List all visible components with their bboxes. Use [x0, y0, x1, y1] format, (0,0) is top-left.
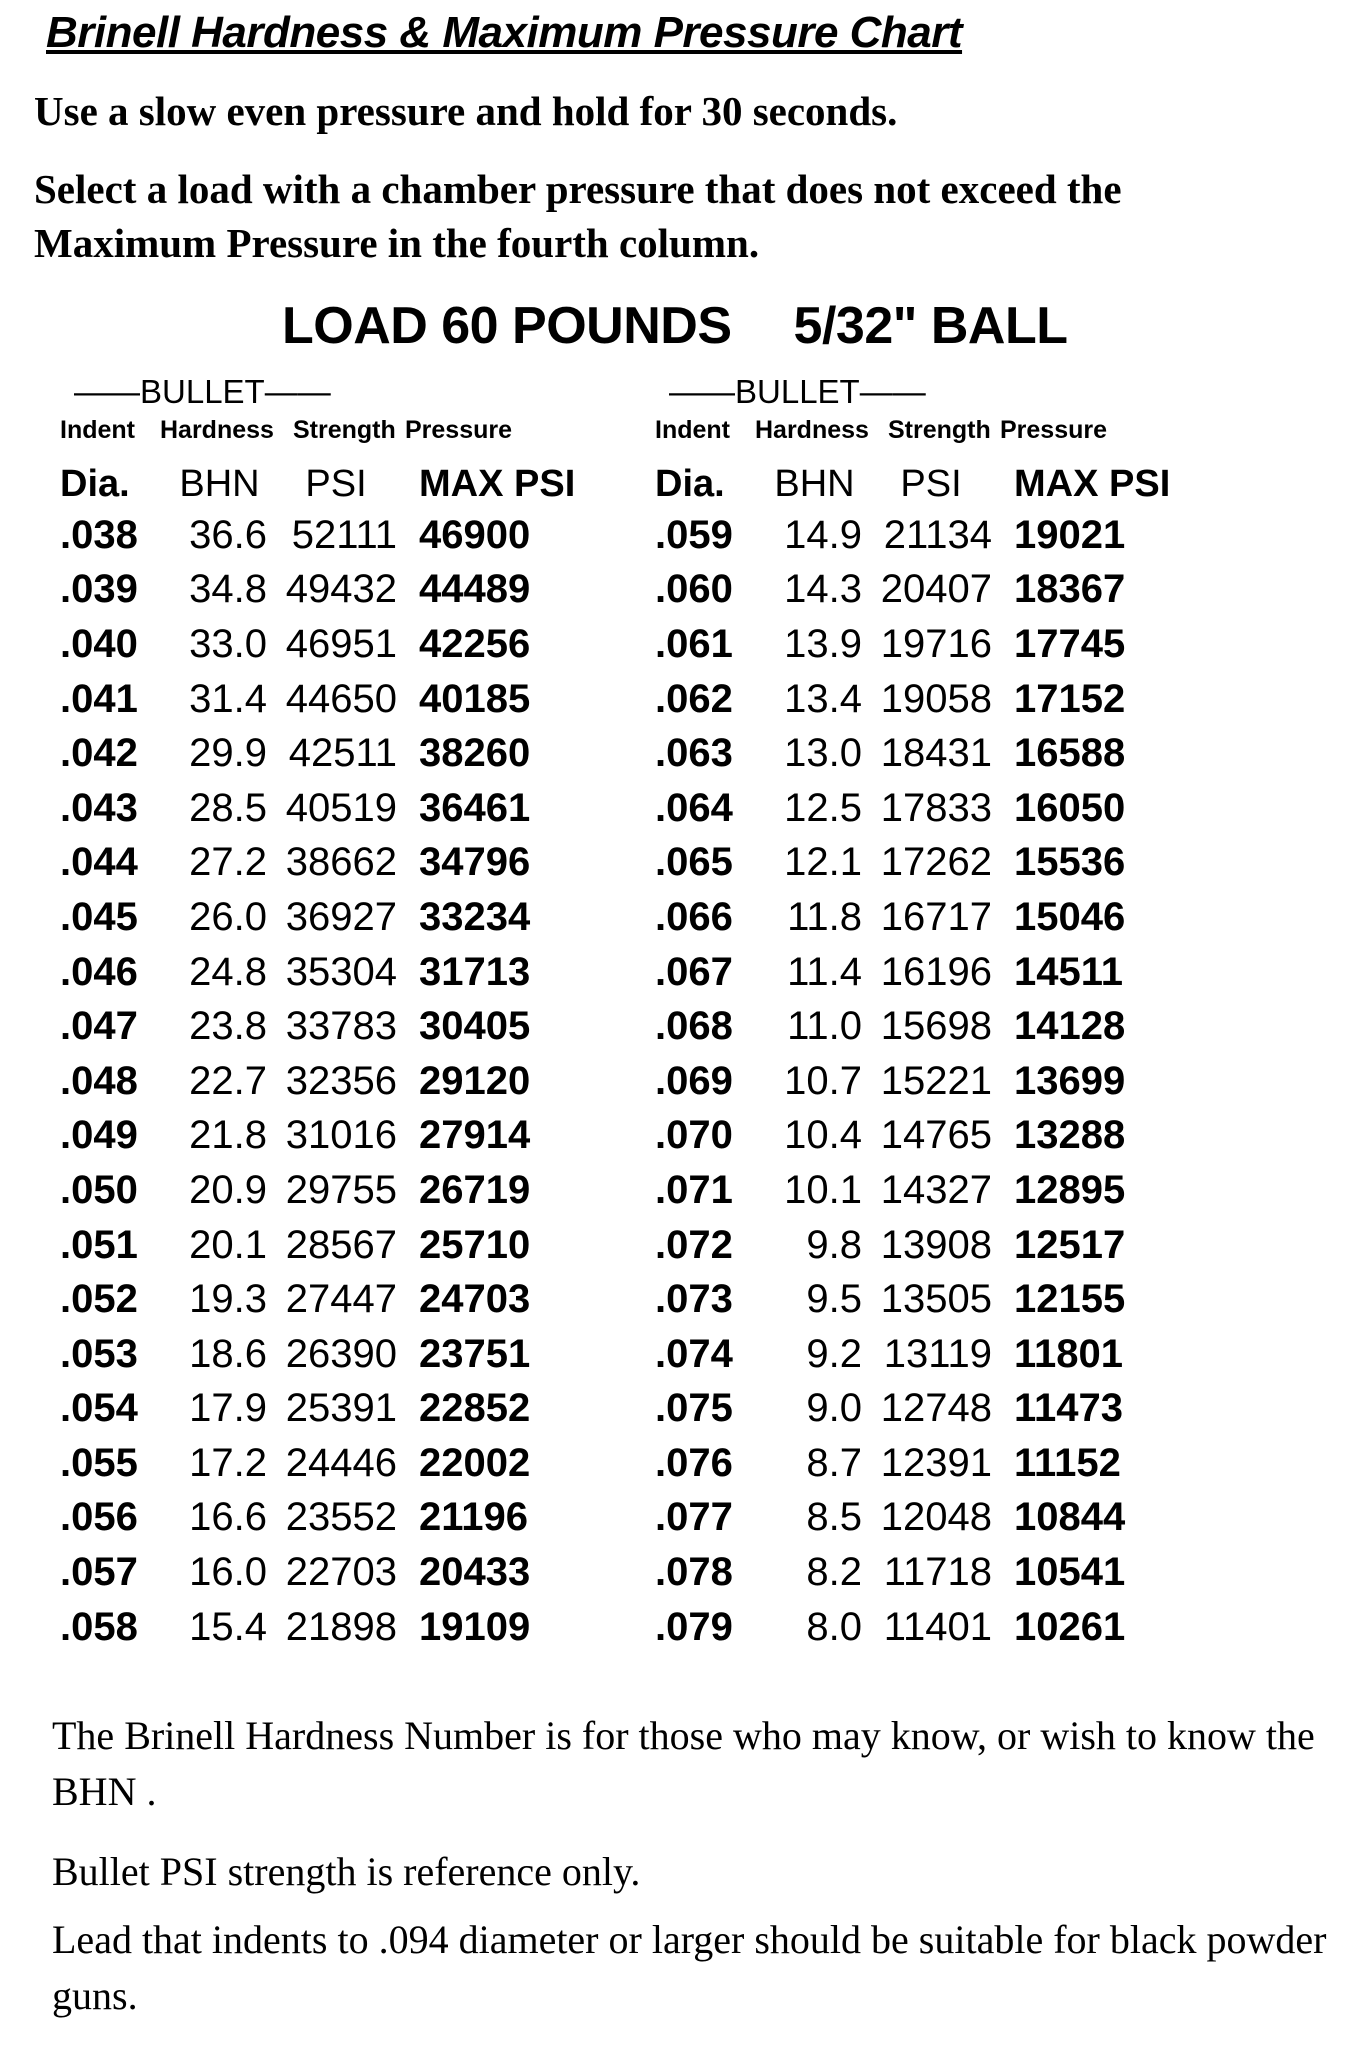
table-row — [60, 890, 559, 945]
col-max-psi: MAX PSI — [419, 463, 576, 505]
cell-max-psi: 10844 — [1014, 1495, 1126, 1540]
table-row — [60, 1272, 559, 1327]
cell-dia: .038 — [60, 512, 138, 557]
sub-header-row — [60, 412, 559, 448]
cell-psi: 19716 — [880, 621, 992, 666]
table-row — [655, 1163, 1154, 1218]
cell-psi: 14765 — [880, 1113, 992, 1158]
cell-bhn: 17.9 — [189, 1386, 267, 1431]
cell-bhn: 33.0 — [189, 621, 267, 666]
cell-bhn: 13.4 — [784, 676, 862, 721]
cell-max-psi: 13288 — [1014, 1113, 1126, 1158]
cell-max-psi: 12155 — [1014, 1277, 1126, 1322]
cell-max-psi: 10261 — [1014, 1604, 1126, 1649]
cell-bhn: 14.9 — [784, 512, 862, 557]
cell-bhn: 31.4 — [189, 676, 267, 721]
cell-dia: .060 — [655, 567, 733, 612]
cell-dia: .069 — [655, 1058, 733, 1103]
cell-dia: .075 — [655, 1386, 733, 1431]
col-dia: Dia. — [655, 463, 725, 505]
table-row — [60, 508, 559, 563]
cell-bhn: 20.1 — [189, 1222, 267, 1267]
cell-psi: 31016 — [285, 1113, 397, 1158]
intro-line-2: Select a load with a chamber pressure that does not exceed the Maximum Pressure in the fourth column. — [34, 166, 1122, 266]
col-psi: PSI — [900, 463, 962, 505]
group-label: ——BULLET—— — [669, 373, 926, 410]
cell-psi: 12391 — [880, 1440, 992, 1485]
cell-dia: .070 — [655, 1113, 733, 1158]
table-row — [655, 1382, 1154, 1437]
sub-header-row — [655, 412, 1154, 448]
cell-dia: .073 — [655, 1277, 733, 1322]
cell-dia: .059 — [655, 512, 733, 557]
load-weight: LOAD 60 POUNDS — [282, 297, 732, 355]
ball-size: 5/32" BALL — [793, 297, 1068, 355]
table-row — [655, 1436, 1154, 1491]
intro-line-1: Use a slow even pressure and hold for 30 seconds. — [34, 88, 898, 134]
cell-bhn: 13.0 — [784, 731, 862, 776]
cell-max-psi: 11801 — [1014, 1331, 1124, 1376]
cell-dia: .078 — [655, 1550, 733, 1595]
table-row — [655, 1545, 1154, 1600]
table-row — [655, 945, 1154, 1000]
page-title: Brinell Hardness & Maximum Pressure Chart — [46, 8, 963, 57]
cell-psi: 11718 — [883, 1550, 992, 1595]
table-row — [655, 563, 1154, 618]
cell-bhn: 12.5 — [784, 785, 862, 830]
cell-max-psi: 10541 — [1014, 1550, 1126, 1595]
cell-psi: 18431 — [880, 731, 992, 776]
cell-max-psi: 19109 — [419, 1604, 531, 1649]
cell-dia: .042 — [60, 731, 138, 776]
table-row — [60, 1600, 559, 1655]
table-row — [60, 781, 559, 836]
cell-bhn: 9.0 — [806, 1386, 862, 1431]
table-row — [655, 1218, 1154, 1273]
cell-bhn: 9.5 — [806, 1277, 862, 1322]
cell-dia: .066 — [655, 894, 733, 939]
table-row — [60, 1109, 559, 1164]
cell-psi: 23552 — [285, 1495, 397, 1540]
cell-bhn: 34.8 — [189, 567, 267, 612]
cell-max-psi: 26719 — [419, 1167, 531, 1212]
cell-bhn: 8.5 — [806, 1495, 862, 1540]
cell-psi: 40519 — [285, 785, 397, 830]
cell-max-psi: 21196 — [419, 1495, 529, 1540]
cell-bhn: 29.9 — [189, 731, 267, 776]
cell-bhn: 12.1 — [784, 840, 862, 885]
cell-bhn: 24.8 — [189, 949, 267, 994]
cell-bhn: 23.8 — [189, 1004, 267, 1049]
table-row — [655, 1054, 1154, 1109]
cell-dia: .047 — [60, 1004, 138, 1049]
cell-dia: .056 — [60, 1495, 138, 1540]
cell-dia: .062 — [655, 676, 733, 721]
cell-dia: .067 — [655, 949, 733, 994]
table-row — [60, 563, 559, 618]
column-header-row — [655, 448, 1171, 506]
cell-psi: 14327 — [880, 1167, 992, 1212]
sub-header-pressure: Pressure — [405, 415, 513, 444]
cell-psi: 16196 — [880, 949, 992, 994]
cell-psi: 24446 — [285, 1440, 397, 1485]
table-row — [655, 1109, 1154, 1164]
table-row — [60, 1436, 559, 1491]
cell-dia: .068 — [655, 1004, 733, 1049]
cell-max-psi: 22852 — [419, 1386, 531, 1431]
group-label: ——BULLET—— — [74, 373, 331, 410]
cell-dia: .040 — [60, 621, 138, 666]
table-row — [60, 617, 559, 672]
cell-psi: 33783 — [285, 1004, 397, 1049]
table-row — [60, 726, 559, 781]
note-psi: Bullet PSI strength is reference only. — [52, 1849, 641, 1894]
cell-bhn: 17.2 — [189, 1440, 267, 1485]
cell-dia: .061 — [655, 621, 733, 666]
cell-dia: .058 — [60, 1604, 138, 1649]
table-row — [655, 1272, 1154, 1327]
col-bhn: BHN — [774, 463, 855, 505]
cell-psi: 17262 — [880, 840, 992, 885]
cell-max-psi: 40185 — [419, 676, 531, 721]
cell-max-psi: 16588 — [1014, 731, 1126, 776]
cell-bhn: 10.1 — [784, 1167, 862, 1212]
cell-max-psi: 18367 — [1014, 567, 1126, 612]
table-row — [655, 672, 1154, 727]
cell-dia: .044 — [60, 840, 138, 885]
cell-max-psi: 11152 — [1014, 1440, 1121, 1485]
cell-bhn: 21.8 — [189, 1113, 267, 1158]
table-row — [60, 836, 559, 891]
cell-bhn: 14.3 — [784, 567, 862, 612]
cell-bhn: 9.2 — [806, 1331, 862, 1376]
right-table — [655, 372, 1171, 1654]
cell-psi: 13505 — [880, 1277, 992, 1322]
cell-dia: .041 — [60, 676, 138, 721]
sub-header-hardness: Hardness — [755, 415, 869, 444]
cell-psi: 42511 — [288, 731, 397, 776]
cell-dia: .039 — [60, 567, 138, 612]
table-row — [60, 1218, 559, 1273]
note-bhn: The Brinell Hardness Number is for those who may know, or wish to know the BHN . — [52, 1713, 1315, 1814]
cell-max-psi: 12517 — [1014, 1222, 1126, 1267]
load-heading — [282, 296, 1129, 356]
cell-psi: 21898 — [285, 1604, 397, 1649]
cell-max-psi: 25710 — [419, 1222, 531, 1267]
cell-dia: .054 — [60, 1386, 138, 1431]
cell-dia: .053 — [60, 1331, 138, 1376]
table-row — [60, 1054, 559, 1109]
cell-bhn: 11.8 — [787, 894, 862, 939]
cell-dia: .063 — [655, 731, 733, 776]
left-table — [60, 372, 576, 1654]
cell-psi: 36927 — [285, 894, 397, 939]
cell-max-psi: 33234 — [419, 894, 531, 939]
cell-dia: .043 — [60, 785, 138, 830]
cell-dia: .065 — [655, 840, 733, 885]
cell-dia: .046 — [60, 949, 138, 994]
cell-psi: 13908 — [880, 1222, 992, 1267]
table-row — [655, 1600, 1154, 1655]
cell-bhn: 11.0 — [787, 1004, 862, 1049]
cell-psi: 19058 — [880, 676, 992, 721]
cell-max-psi: 24703 — [419, 1277, 531, 1322]
col-max-psi: MAX PSI — [1014, 463, 1171, 505]
cell-max-psi: 23751 — [419, 1331, 531, 1376]
sub-header-strength: Strength — [293, 415, 396, 444]
cell-max-psi: 13699 — [1014, 1058, 1126, 1103]
cell-bhn: 16.0 — [189, 1550, 267, 1595]
table-row — [60, 672, 559, 727]
right-rows — [655, 508, 1154, 1654]
sub-header-strength: Strength — [888, 415, 991, 444]
cell-max-psi: 22002 — [419, 1440, 531, 1485]
cell-bhn: 36.6 — [189, 512, 267, 557]
cell-psi: 35304 — [285, 949, 397, 994]
cell-bhn: 16.6 — [189, 1495, 267, 1540]
table-row — [60, 1545, 559, 1600]
cell-psi: 12048 — [880, 1495, 992, 1540]
cell-psi: 20407 — [880, 567, 992, 612]
cell-bhn: 8.0 — [806, 1604, 862, 1649]
cell-psi: 52111 — [291, 512, 397, 557]
sub-header-indent: Indent — [60, 415, 135, 444]
cell-bhn: 8.7 — [806, 1440, 862, 1485]
sub-header-indent: Indent — [655, 415, 730, 444]
table-row — [60, 1327, 559, 1382]
cell-dia: .045 — [60, 894, 138, 939]
cell-dia: .050 — [60, 1167, 138, 1212]
cell-psi: 44650 — [285, 676, 397, 721]
col-bhn: BHN — [179, 463, 260, 505]
cell-dia: .071 — [655, 1167, 733, 1212]
cell-dia: .051 — [60, 1222, 138, 1267]
cell-bhn: 26.0 — [189, 894, 267, 939]
cell-dia: .057 — [60, 1550, 138, 1595]
cell-bhn: 22.7 — [189, 1058, 267, 1103]
cell-dia: .064 — [655, 785, 733, 830]
cell-psi: 13119 — [883, 1331, 992, 1376]
cell-dia: .049 — [60, 1113, 138, 1158]
sub-header-pressure: Pressure — [1000, 415, 1108, 444]
cell-psi: 12748 — [880, 1386, 992, 1431]
cell-psi: 32356 — [285, 1058, 397, 1103]
cell-max-psi: 38260 — [419, 731, 531, 776]
cell-dia: .076 — [655, 1440, 733, 1485]
cell-bhn: 10.4 — [784, 1113, 862, 1158]
cell-max-psi: 17152 — [1014, 676, 1126, 721]
table-row — [655, 508, 1154, 563]
cell-max-psi: 20433 — [419, 1550, 531, 1595]
cell-psi: 26390 — [285, 1331, 397, 1376]
cell-psi: 38662 — [285, 840, 397, 885]
cell-bhn: 20.9 — [189, 1167, 267, 1212]
table-row — [60, 1382, 559, 1437]
table-row — [655, 836, 1154, 891]
cell-max-psi: 11473 — [1014, 1386, 1124, 1431]
cell-bhn: 18.6 — [189, 1331, 267, 1376]
table-row — [655, 1327, 1154, 1382]
table-row — [655, 726, 1154, 781]
cell-max-psi: 17745 — [1014, 621, 1126, 666]
cell-max-psi: 44489 — [419, 567, 531, 612]
cell-max-psi: 14128 — [1014, 1004, 1126, 1049]
table-row — [655, 999, 1154, 1054]
cell-max-psi: 14511 — [1014, 949, 1124, 994]
table-row — [655, 1491, 1154, 1546]
cell-dia: .052 — [60, 1277, 138, 1322]
cell-dia: .072 — [655, 1222, 733, 1267]
table-row — [655, 781, 1154, 836]
table-row — [60, 999, 559, 1054]
cell-psi: 25391 — [285, 1386, 397, 1431]
cell-psi: 49432 — [285, 567, 397, 612]
cell-max-psi: 42256 — [419, 621, 531, 666]
cell-max-psi: 27914 — [419, 1113, 531, 1158]
cell-max-psi: 15536 — [1014, 840, 1126, 885]
table-row — [60, 1163, 559, 1218]
cell-max-psi: 19021 — [1014, 512, 1126, 557]
column-header-row — [60, 448, 576, 506]
cell-psi: 27447 — [285, 1277, 397, 1322]
cell-psi: 46951 — [285, 621, 397, 666]
note-black-powder: Lead that indents to .094 diameter or larger should be suitable for black powder guns. — [52, 1917, 1327, 2018]
col-dia: Dia. — [60, 463, 130, 505]
cell-max-psi: 12895 — [1014, 1167, 1126, 1212]
cell-psi: 29755 — [285, 1167, 397, 1212]
cell-psi: 21134 — [883, 512, 992, 557]
sub-header-hardness: Hardness — [160, 415, 274, 444]
cell-psi: 16717 — [880, 894, 992, 939]
cell-dia: .077 — [655, 1495, 733, 1540]
table-row — [655, 890, 1154, 945]
table-row — [655, 617, 1154, 672]
cell-max-psi: 36461 — [419, 785, 531, 830]
cell-psi: 17833 — [880, 785, 992, 830]
cell-bhn: 9.8 — [806, 1222, 862, 1267]
cell-bhn: 28.5 — [189, 785, 267, 830]
cell-max-psi: 29120 — [419, 1058, 531, 1103]
cell-max-psi: 16050 — [1014, 785, 1126, 830]
col-psi: PSI — [305, 463, 367, 505]
cell-max-psi: 15046 — [1014, 894, 1126, 939]
cell-bhn: 27.2 — [189, 840, 267, 885]
cell-max-psi: 34796 — [419, 840, 531, 885]
cell-dia: .074 — [655, 1331, 733, 1376]
cell-max-psi: 46900 — [419, 512, 531, 557]
cell-psi: 11401 — [883, 1604, 992, 1649]
cell-dia: .079 — [655, 1604, 733, 1649]
cell-dia: .055 — [60, 1440, 138, 1485]
table-row — [60, 945, 559, 1000]
cell-bhn: 15.4 — [189, 1604, 267, 1649]
cell-psi: 28567 — [285, 1222, 397, 1267]
cell-bhn: 13.9 — [784, 621, 862, 666]
cell-bhn: 8.2 — [806, 1550, 862, 1595]
cell-psi: 22703 — [285, 1550, 397, 1595]
cell-psi: 15221 — [880, 1058, 992, 1103]
cell-dia: .048 — [60, 1058, 138, 1103]
cell-max-psi: 30405 — [419, 1004, 531, 1049]
cell-psi: 15698 — [880, 1004, 992, 1049]
cell-bhn: 10.7 — [784, 1058, 862, 1103]
cell-max-psi: 31713 — [419, 949, 531, 994]
left-rows — [60, 508, 559, 1654]
cell-bhn: 19.3 — [189, 1277, 267, 1322]
table-row — [60, 1491, 559, 1546]
cell-bhn: 11.4 — [787, 949, 862, 994]
